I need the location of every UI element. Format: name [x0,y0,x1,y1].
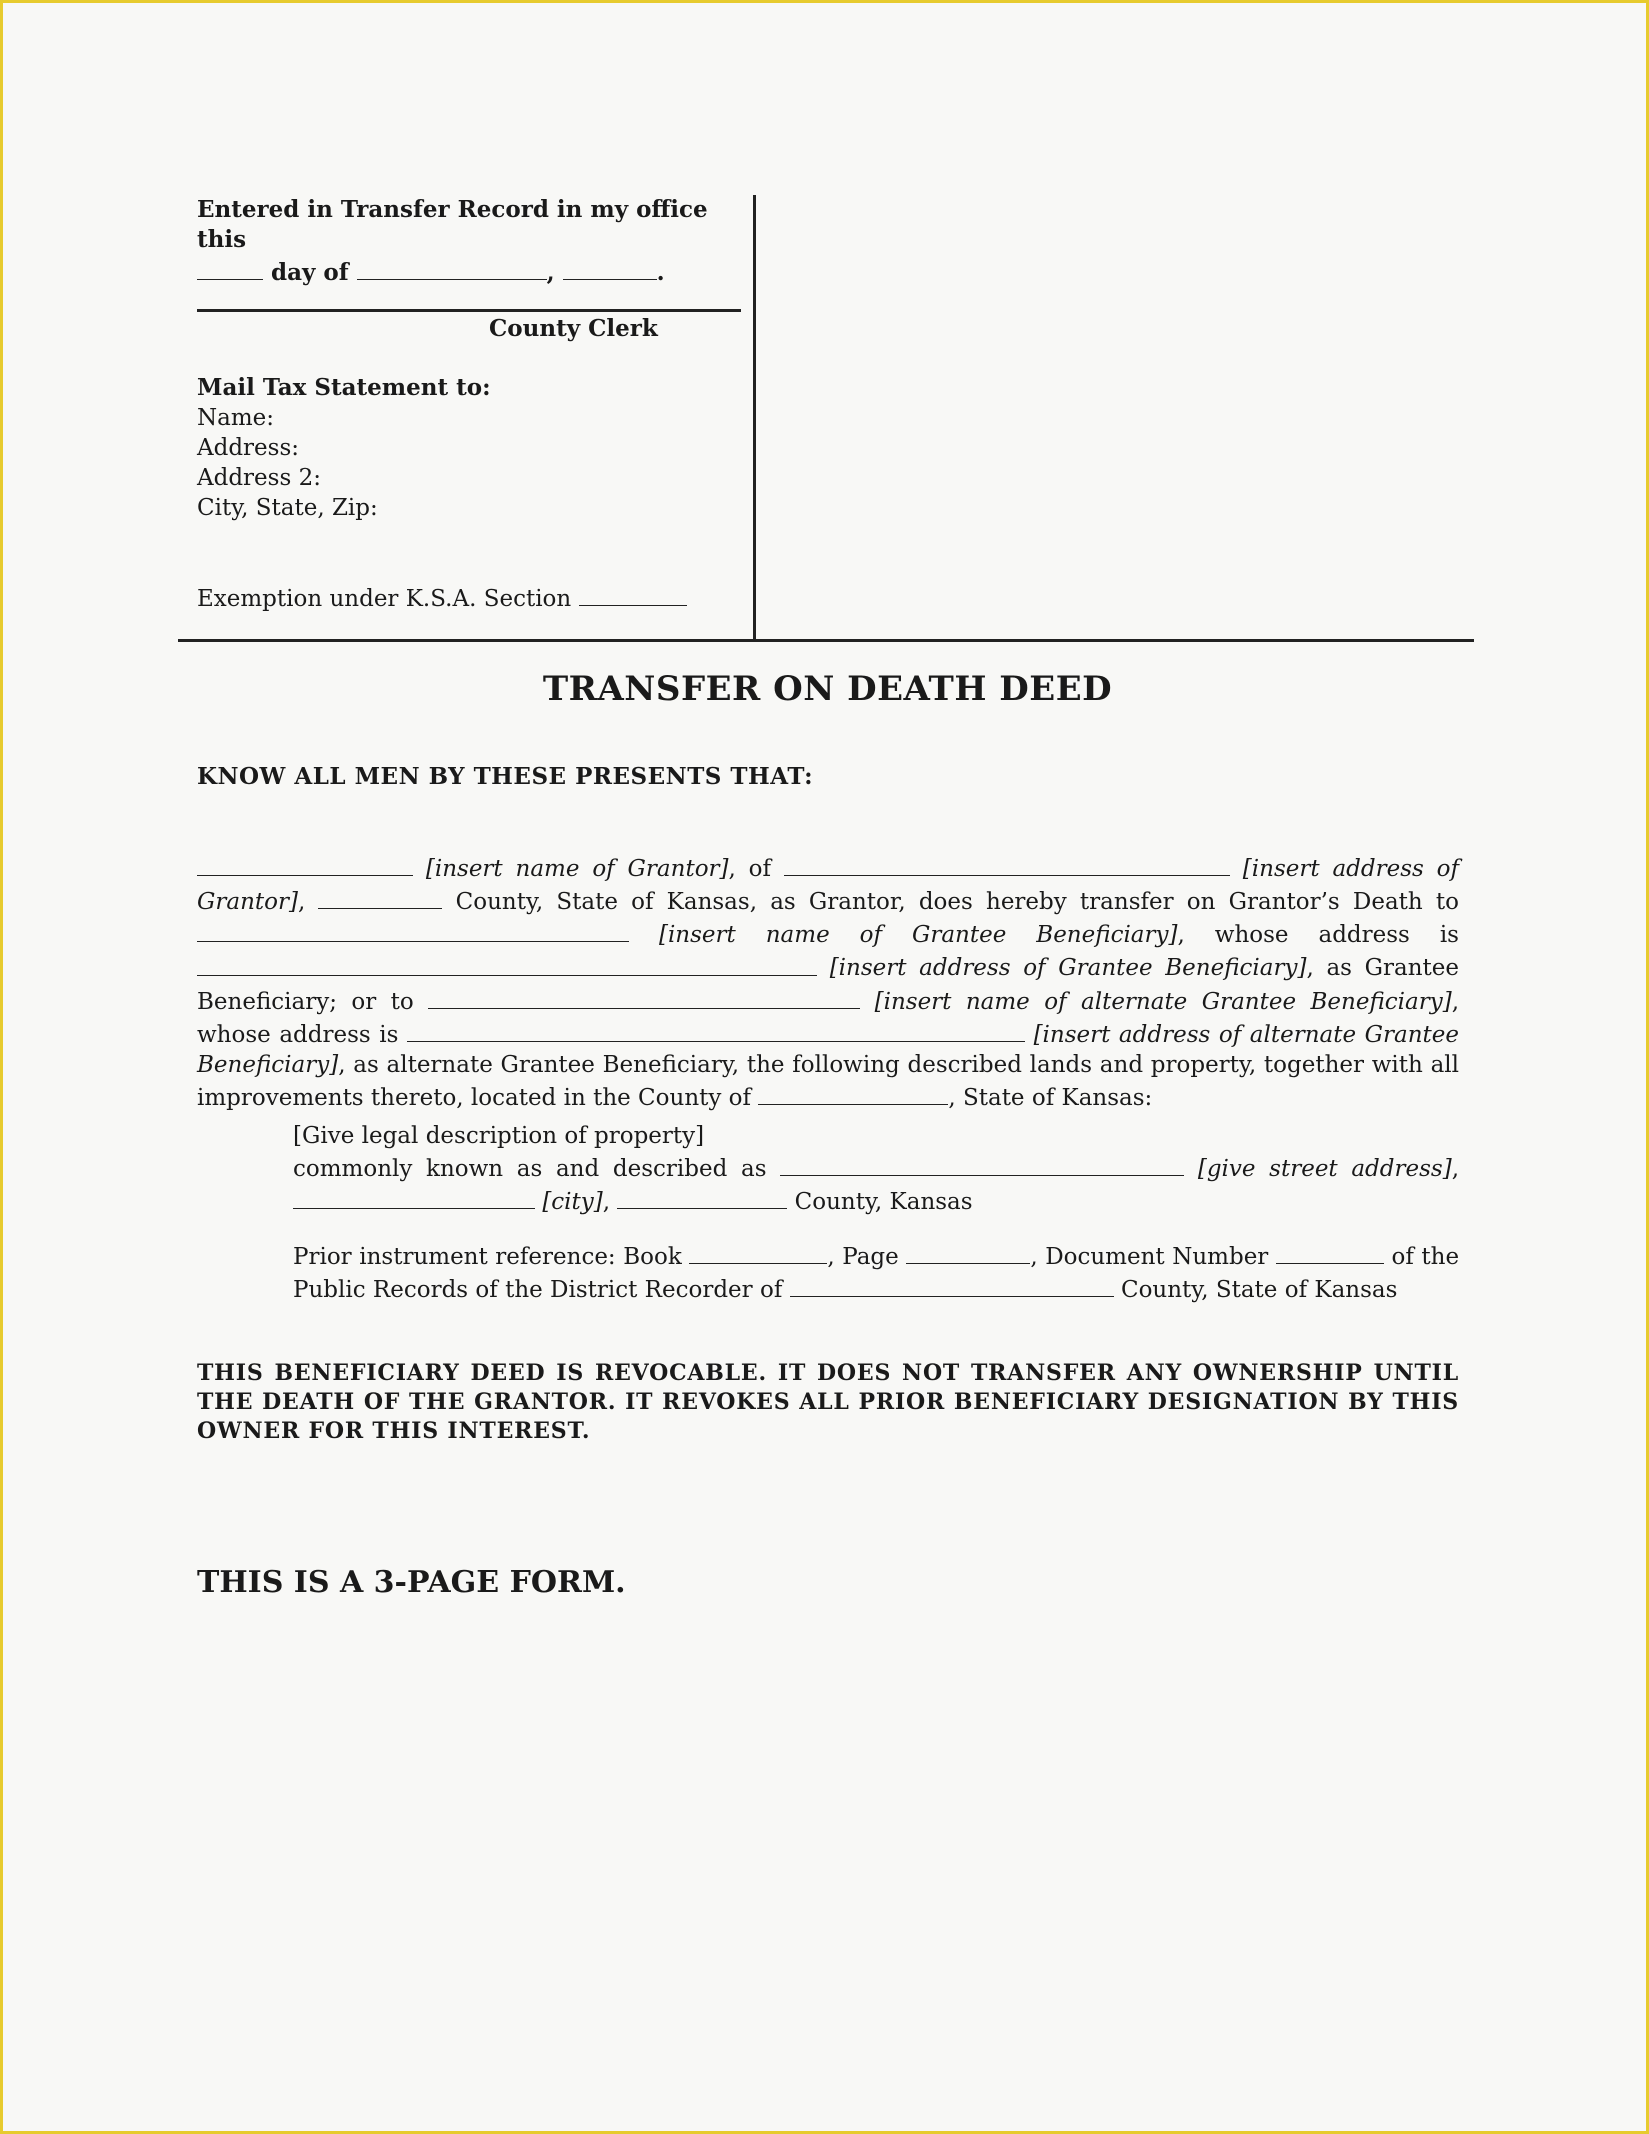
book-label: Prior instrument reference: Book [293,1244,682,1271]
mail-address-label: Address: [197,435,300,461]
grant-text: , whose address is [197,988,1460,1048]
exemption-label: Exemption under K.S.A. Section [197,586,572,613]
prior-instrument-reference [293,1239,1459,1305]
grantee-name-blank [197,917,629,942]
grant-text: , [297,889,306,916]
mail-tax-statement [197,373,491,523]
document-number-label: , Document Number [1030,1244,1269,1271]
book-blank [689,1239,827,1264]
legal-text: , [1451,1156,1459,1183]
county-kansas-label: County, Kansas [794,1189,973,1216]
know-all-men-heading: KNOW ALL MEN BY THESE PRESENTS THAT: [197,763,814,790]
page-count-note: THIS IS A 3-PAGE FORM. [197,1565,626,1600]
city-blank [293,1184,535,1209]
street-address-blank [780,1151,1184,1176]
grantee-address-blank [197,950,817,975]
legal-description-hint: [Give legal description of property] [293,1123,705,1149]
district-recorder-label: of the Public Records of the District Recorder of [293,1244,1460,1304]
grant-text: , of [728,856,772,883]
grantor-name-hint: [insert name of Grantor] [425,856,729,883]
county-state-label: County, State of Kansas [1120,1277,1398,1304]
page-blank [906,1239,1030,1264]
grantor-county-blank [318,884,442,909]
alternate-address-hint: [insert address of alternate Grantee Beneficiary] [197,1021,1460,1078]
day-of-label: day of [271,259,349,287]
grant-text: , State of Kansas: [948,1084,1153,1111]
mail-address2-label: Address 2: [197,465,321,491]
grant-text: County, State of Kansas, as Grantor, does hereby transfer on Grantor’s Death to [455,889,1460,916]
page-label: , Page [827,1244,899,1271]
grantor-address-hint: [insert address of Grantor] [197,856,1460,916]
commonly-known-line [293,1151,1459,1217]
grantor-name-blank [197,851,413,876]
exemption-blank [579,581,687,606]
document-title: TRANSFER ON DEATH DEED [542,669,1113,709]
transfer-record-line: Entered in Transfer Record in my office this [197,196,708,253]
revocable-warning: THIS BENEFICIARY DEED IS REVOCABLE. IT DOES NOT TRANSFER ANY OWNERSHIP UNTIL THE DEATH OF THE GRANTOR. IT REVOKES ALL PRIOR BENEFICIARY DESIGNATION BY THIS OWNER FOR THIS INTEREST. [197,1360,1459,1444]
county-blank [758,1080,948,1105]
alternate-name-hint: [insert name of alternate Grantee Beneficiary] [874,988,1452,1015]
county-clerk-label: County Clerk [489,315,658,342]
alternate-name-blank [428,984,860,1009]
grant-text: , as alternate Grantee Beneficiary, the following described lands and property, together with all improvements thereto, located in the County of [197,1051,1459,1111]
grantee-address-hint: [insert address of Grantee Beneficiary] [829,955,1307,982]
mail-name-label: Name: [197,405,275,431]
document-number-blank [1276,1239,1384,1264]
vertical-divider [753,195,756,641]
grant-paragraph [197,851,1459,1113]
horizontal-divider [178,639,1474,642]
grantee-name-hint: [insert name of Grantee Beneficiary] [658,922,1178,949]
grantor-address-blank [784,851,1230,876]
grant-text: , whose address is [1177,922,1459,949]
month-blank [357,255,547,280]
legal-county-blank [617,1184,787,1209]
street-address-hint: [give street address] [1197,1156,1452,1183]
clerk-signature-line [197,309,741,312]
recorder-county-blank [790,1272,1114,1297]
legal-text: , [602,1189,611,1216]
legal-description [293,1121,1459,1217]
transfer-record-date-line: day of , . [197,255,747,288]
mail-city-label: City, State, Zip: [197,495,378,521]
alternate-address-blank [407,1017,1025,1042]
grant-text: , as Grantee Beneficiary; or to [197,955,1460,1015]
commonly-known-label: commonly known as and described as [293,1156,767,1183]
exemption-line [197,581,687,612]
mail-tax-heading: Mail Tax Statement to: [197,374,491,401]
transfer-record-entry [197,195,747,288]
day-blank [197,255,263,280]
city-hint: [city] [542,1189,603,1216]
year-blank [563,255,657,280]
